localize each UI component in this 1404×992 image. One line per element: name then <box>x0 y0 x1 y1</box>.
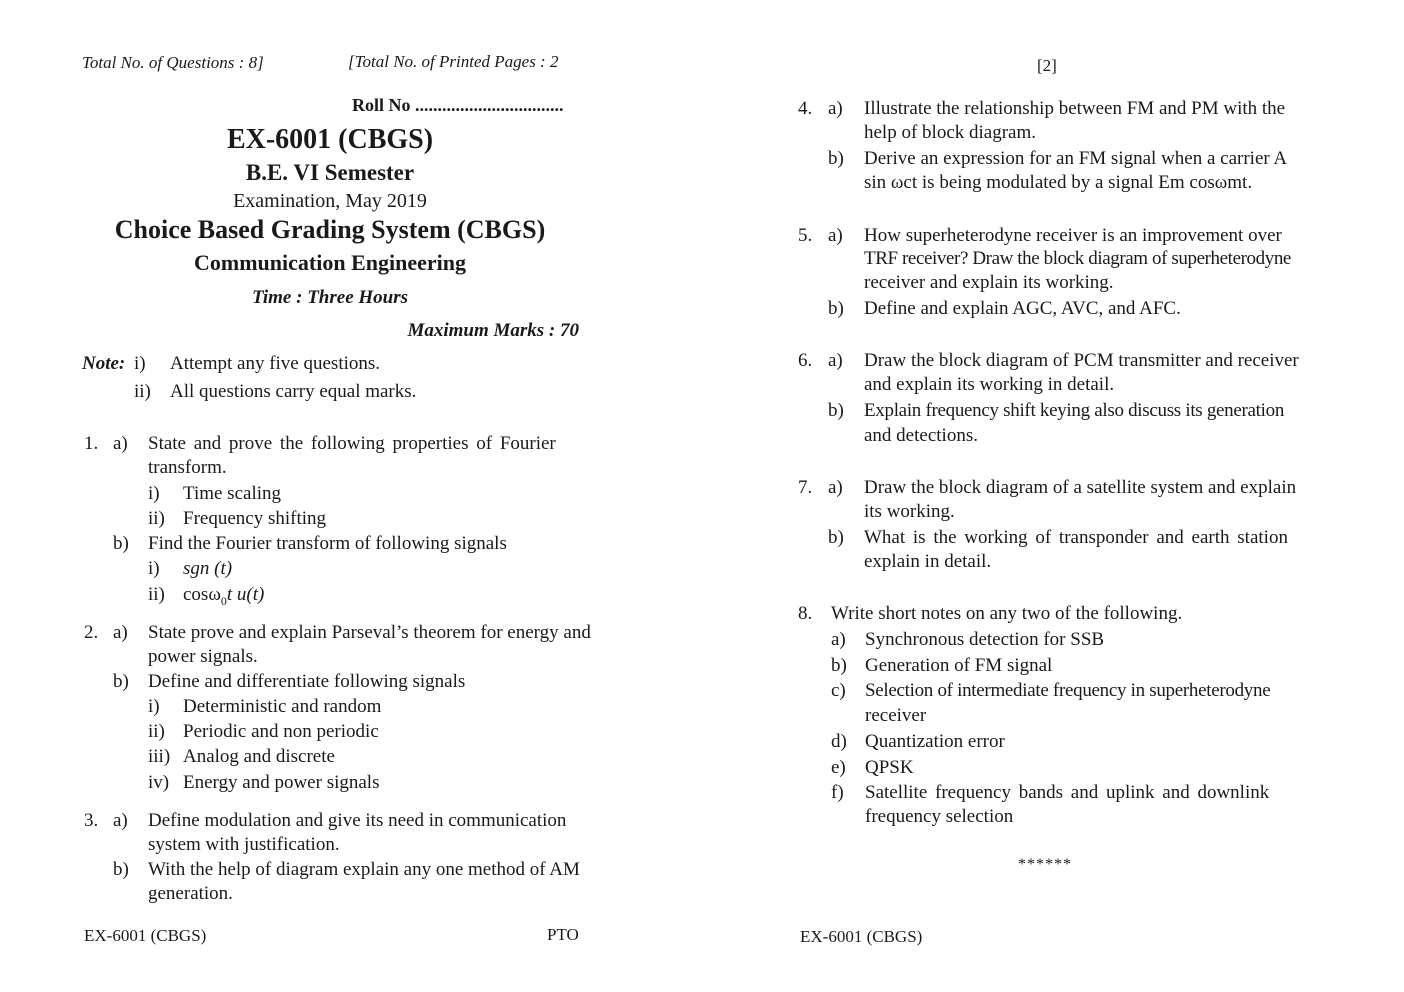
formula-cos: cosω <box>183 584 221 605</box>
subpart-num: iv) <box>148 772 170 793</box>
question-text: State prove and explain Parseval’s theorem for energy and <box>148 622 591 643</box>
question-text: sin ωct is being modulated by a signal Em cosωmt. <box>864 172 1253 193</box>
exam-session: Examination, May 2019 <box>233 190 427 212</box>
subpart-num: iii) <box>148 746 171 767</box>
question-number: 3. <box>84 810 99 831</box>
question-text: help of block diagram. <box>864 122 1037 143</box>
part-label: a) <box>828 350 843 371</box>
question-text: system with justification. <box>148 834 340 855</box>
subpart-num: ii) <box>148 508 165 529</box>
part-label: a) <box>828 477 843 498</box>
question-number: 1. <box>84 433 99 454</box>
question-text: Quantization error <box>865 731 1005 752</box>
part-label: a) <box>113 622 128 643</box>
footer-pto: PTO <box>547 925 579 944</box>
subpart-text: Time scaling <box>183 483 281 504</box>
question-text: generation. <box>148 883 233 904</box>
part-label: b) <box>828 148 844 169</box>
question-text: frequency selection <box>865 806 1014 827</box>
footer-code: EX-6001 (CBGS) <box>84 926 207 945</box>
subpart-num: i) <box>148 696 160 717</box>
question-number: 2. <box>84 622 99 643</box>
total-questions: Total No. of Questions : 8] <box>82 53 264 72</box>
part-label: e) <box>831 757 846 778</box>
subpart-formula <box>183 584 264 609</box>
subject-title: Communication Engineering <box>194 250 466 275</box>
subpart-text: Analog and discrete <box>183 746 335 767</box>
question-text: receiver and explain its working. <box>864 272 1114 293</box>
question-text: power signals. <box>148 646 258 667</box>
subpart-text: Periodic and non periodic <box>183 721 379 742</box>
question-text: Generation of FM signal <box>865 655 1053 676</box>
part-label: b) <box>828 298 844 319</box>
part-label: d) <box>831 731 847 752</box>
subpart-num: ii) <box>148 721 165 742</box>
question-text: and explain its working in detail. <box>864 374 1115 395</box>
subpart-text: Frequency shifting <box>183 508 327 529</box>
question-text: Write short notes on any two of the following. <box>831 603 1183 624</box>
time-allowed: Time : Three Hours <box>251 287 409 308</box>
question-text: Find the Fourier transform of following signals <box>148 533 507 554</box>
note-text: All questions carry equal marks. <box>170 381 417 402</box>
question-text: Illustrate the relationship between FM and PM with the <box>864 98 1286 119</box>
question-text: How superheterodyne receiver is an improvement over <box>864 225 1282 246</box>
subpart-num: ii) <box>148 584 165 605</box>
question-text: What is the working of transponder and earth station <box>864 527 1288 548</box>
part-label: a) <box>828 225 843 246</box>
subpart-text: Deterministic and random <box>183 696 382 717</box>
question-number: 4. <box>798 98 813 119</box>
question-text: Selection of intermediate frequency in superheterodyne <box>865 680 1271 701</box>
subpart-num: i) <box>148 483 160 504</box>
question-number: 6. <box>798 350 813 371</box>
question-number: 8. <box>798 603 813 624</box>
part-label: a) <box>828 98 843 119</box>
part-label: b) <box>113 533 129 554</box>
question-text: Draw the block diagram of a satellite system and explain <box>864 477 1297 498</box>
grading-system: Choice Based Grading System (CBGS) <box>114 215 546 244</box>
note-label: Note: <box>82 353 126 374</box>
question-text: its working. <box>864 501 955 522</box>
part-label: b) <box>113 859 129 880</box>
roll-no: Roll No ................................. <box>352 95 564 115</box>
question-number: 5. <box>798 225 813 246</box>
question-text: Explain frequency shift keying also discuss its generation <box>864 400 1285 421</box>
subpart-text: sgn (t) <box>183 558 233 579</box>
question-text: transform. <box>148 457 227 478</box>
part-label: b) <box>831 655 847 676</box>
note-num: ii) <box>134 381 151 402</box>
part-label: a) <box>113 433 128 454</box>
part-label: b) <box>113 671 129 692</box>
end-mark: ****** <box>1018 856 1072 873</box>
question-text: With the help of diagram explain any one method of AM <box>148 859 580 880</box>
question-text: and detections. <box>864 425 978 446</box>
maximum-marks: Maximum Marks : 70 <box>407 320 579 341</box>
total-pages: [Total No. of Printed Pages : 2 <box>348 52 559 71</box>
part-label: f) <box>831 782 844 803</box>
question-number: 7. <box>798 477 813 498</box>
part-label: a) <box>831 629 846 650</box>
question-text: explain in detail. <box>864 551 992 572</box>
subpart-text: Energy and power signals <box>183 772 380 793</box>
note-num: i) <box>134 353 146 374</box>
question-text: QPSK <box>865 757 914 778</box>
question-text: Define and differentiate following signals <box>148 671 466 692</box>
exam-code: EX-6001 (CBGS) <box>226 124 434 155</box>
formula-rest: t u(t) <box>226 584 265 605</box>
question-text: Derive an expression for an FM signal when a carrier A <box>864 148 1288 169</box>
footer-code: EX-6001 (CBGS) <box>800 927 923 946</box>
question-text: Draw the block diagram of PCM transmitter and receiver <box>864 350 1299 371</box>
part-label: c) <box>831 680 846 701</box>
part-label: b) <box>828 527 844 548</box>
question-text: receiver <box>865 705 927 726</box>
note-text: Attempt any five questions. <box>170 353 381 374</box>
semester: B.E. VI Semester <box>245 160 415 185</box>
question-text: State and prove the following properties of Fourier <box>148 433 556 454</box>
question-text: Define modulation and give its need in communication <box>148 810 567 831</box>
page-number: [2] <box>1037 56 1057 75</box>
part-label: a) <box>113 810 128 831</box>
part-label: b) <box>828 400 844 421</box>
question-text: TRF receiver? Draw the block diagram of superheterodyne <box>864 248 1291 269</box>
formula-subscript: 0 <box>220 593 227 608</box>
question-text: Satellite frequency bands and uplink and downlink <box>865 782 1270 803</box>
subpart-num: i) <box>148 558 160 579</box>
question-text: Define and explain AGC, AVC, and AFC. <box>864 298 1181 319</box>
question-text: Synchronous detection for SSB <box>865 629 1105 650</box>
